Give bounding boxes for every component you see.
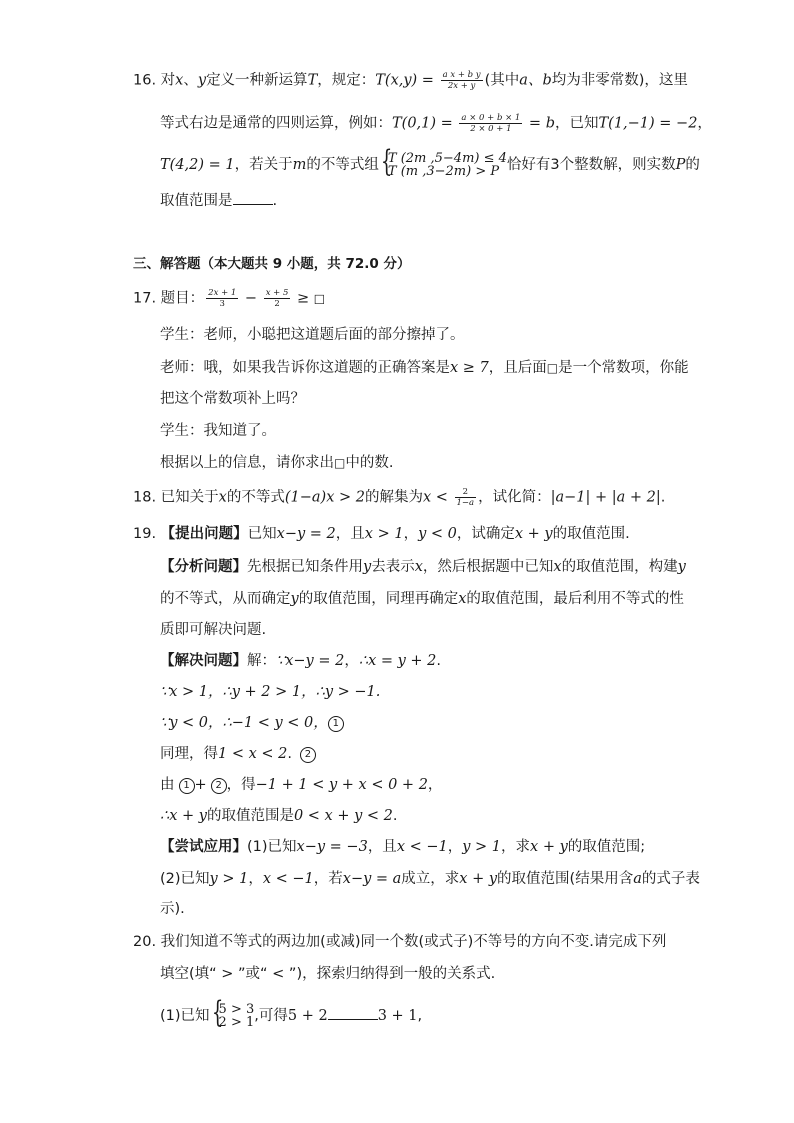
q19-line-12 [160,869,700,889]
q19-line-7 [160,713,344,733]
math: − [240,290,262,307]
text: 的取值范围，最后利用不等式的性 [466,591,684,607]
fraction [455,487,477,508]
text: 均为非零常数)，这里 [551,72,688,89]
question-number: 17. [133,290,157,307]
math: (1−a)x > 2 [284,489,365,506]
q16-line-4 [160,191,277,211]
math: P [675,157,686,173]
text: 成立，求 [401,871,460,887]
text: 恰好有3个整数解，则实数 [506,157,676,173]
math: a [633,871,642,887]
circled-number: 2 [300,747,316,763]
q17-line-3 [160,358,689,378]
text: 题目： [160,290,205,307]
fraction-numerator: x + 5 [265,288,289,298]
text: ， [447,839,463,855]
text: 由 [160,777,175,793]
math: T [307,72,318,89]
math: y [197,72,207,89]
math: x−y = a [342,871,402,887]
math: T(x,y) = [375,72,439,89]
math: |a−1| + |a + 2| [550,489,661,506]
text: 中的数. [345,455,394,471]
text: . [392,808,398,824]
text: ，且 [367,839,397,855]
math: x [218,489,227,506]
text: 的不等式 [226,489,285,506]
q20-line-3 [160,995,423,1030]
math: x [553,559,562,575]
blank-box: □ [546,361,559,375]
math: x−y = −3 [296,839,368,855]
text: ，试确定 [456,526,515,542]
math: a、b [519,72,552,89]
q19-line-9 [160,775,442,795]
q19-line-13: 示). [160,901,185,917]
math: = b [524,115,555,132]
text: 同理，得 [160,746,218,762]
text: ， [697,115,712,132]
q19-line-2 [160,557,686,577]
math: 0 < x + y < 2 [293,808,393,824]
text: 的取值范围是 [206,808,294,824]
text: 的取值范围; [567,839,646,855]
q16-line-2 [160,113,712,134]
math: x−y = 2 [276,526,336,542]
text: . [287,746,292,762]
fraction-numerator: 2 [455,487,477,498]
inequality-system [379,144,507,179]
section-tag: 【尝试应用】 [160,839,247,855]
math: ∴x = y + 2 [358,653,437,669]
math: ≥ [292,290,314,307]
text: (1)已知 [247,839,297,855]
text: ，若关于 [234,157,293,173]
math: x + y [530,839,568,855]
text: (1)已知 [160,1008,210,1024]
text: ，然后根据题中已知 [422,559,554,575]
brace-icon: { [211,995,223,1030]
text: ,可得 [254,1008,288,1024]
math: x > 1 [364,526,404,542]
fraction-denominator: 1−a [456,498,475,508]
text: 已知关于 [160,489,219,506]
q18-line-1 [133,487,665,508]
circled-number: 1 [328,716,344,732]
math: y < 0 [418,526,457,542]
text: 取值范围是 [160,193,233,209]
fraction-numerator: 2x + 1 [208,288,237,298]
fraction [459,113,522,134]
q19-line-11 [160,837,645,857]
section-tag: 【提出问题】 [160,526,248,542]
circled-number: 2 [211,778,227,794]
text: ， [427,777,443,793]
brace-icon: { [380,144,393,179]
q19-line-8 [160,744,316,764]
q16-line-1 [133,70,688,91]
math: x + y [459,871,498,887]
math: 5 + 2 [287,1008,328,1024]
math: 1 < x < 2 [218,746,288,762]
text: 的取值范围，同理再确定 [298,591,459,607]
q16-line-3 [160,144,700,179]
math: x < −1 [262,871,314,887]
text: 的取值范围(结果用含 [497,871,634,887]
text: ，得 [226,777,256,793]
math: x [175,72,184,89]
text: 的解集为 [364,489,423,506]
fraction-denominator: 3 [219,299,225,309]
answer-blank [233,192,273,205]
math: ∴x + y [160,808,207,824]
q19-line-4: 质即可解决问题. [160,622,267,638]
text: (2)已知 [160,871,210,887]
math: x < −1 [396,839,448,855]
text: ， [344,653,359,669]
q17-line-1 [133,288,325,309]
text: 的取值范围. [552,526,630,542]
q20-line-2: 填空(填“ > ”或“ < ”)，探索归纳得到一般的关系式. [160,966,496,982]
text: 的取值范围，构建 [561,559,678,575]
text: ，若 [313,871,343,887]
text: 老师：哦，如果我告诉你这道题的正确答案是 [160,360,450,376]
math: y > 1 [462,839,502,855]
math: ∵x−y = 2 [276,653,345,669]
text: ， [403,526,419,542]
text: 的 [685,157,700,173]
text: . [436,653,442,669]
q19-line-3 [160,589,684,609]
text: ，规定： [317,72,376,89]
fraction-numerator: a x + b y [442,70,481,80]
text: 对 [160,72,176,89]
text: 等式右边是通常的四则运算，例如： [160,115,392,132]
math: x + y [514,526,553,542]
math: ∵y < 0，∴−1 < y < 0， [160,715,328,731]
question-number: 18. [133,489,157,506]
math: y > 1 [209,871,249,887]
text: (其中 [484,72,520,89]
q17-line-5: 学生：我知道了。 [160,423,276,439]
text: ，且后面 [488,360,547,376]
fraction [441,70,483,91]
math: T(4,2) = 1 [160,157,235,173]
math: T(0,1) = [392,115,458,132]
text: 的式子表 [641,871,700,887]
text: ，已知 [554,115,599,132]
math: m [292,157,307,173]
section-title: 三、解答题（本大题共 9 小题，共 72.0 分） [133,256,411,272]
fraction-denominator: 2x + y [447,81,476,91]
fraction-denominator: 2 [274,299,280,309]
q17-line-4: 把这个常数项补上吗？ [160,391,305,407]
math: x < [422,489,453,506]
system-row: 5 > 3 [218,1002,255,1017]
math: + [194,777,207,793]
text: 定义一种新运算 [206,72,308,89]
question-number: 19. [133,526,157,542]
text: . [660,489,666,506]
system-row: T (m ,3−2m) > P [387,164,500,179]
fraction [206,288,238,309]
q19-line-1 [133,524,630,544]
math: −1 + 1 < y + x < 0 + 2 [255,777,428,793]
math: x [458,591,467,607]
text: 先根据已知条件用 [247,559,363,575]
text: 已知 [247,526,277,542]
text: 的不等式组 [306,157,379,173]
blank-box: □ [313,291,326,306]
text: , [417,1008,423,1024]
inequality-system [210,995,255,1030]
q17-line-6 [160,453,393,473]
text: 的不等式，从而确定 [160,591,291,607]
blank-box: □ [334,456,346,470]
fraction-denominator: 2 × 0 + 1 [470,124,512,134]
fraction [264,288,291,309]
system-row: T (2m ,5−4m) ≤ 4 [387,151,507,166]
math: y [677,559,686,575]
text: ，试化简： [478,489,551,506]
answer-blank [328,1007,378,1020]
circled-number: 1 [179,778,195,794]
text: 是一个常数项，你能 [558,360,689,376]
q19-line-5 [160,651,441,671]
text: 我们知道不等式的两边加(或减)同一个数(或式子)不等号的方向不变.请完成下列 [160,934,667,950]
q17-line-2: 学生：老师，小聪把这道题后面的部分擦掉了。 [160,327,465,343]
question-number: 16. [133,72,157,89]
math: y [290,591,299,607]
math: 3 + 1 [377,1008,418,1024]
text: 去表示 [371,559,415,575]
math: T(1,−1) = −2 [598,115,698,132]
section-tag: 【分析问题】 [160,559,247,575]
fraction-numerator: a × 0 + b × 1 [461,113,521,123]
question-number: 20. [133,934,157,950]
text: 根据以上的信息，请你求出 [160,455,334,471]
math: x ≥ 7 [450,360,489,376]
q19-line-10 [160,806,398,826]
text: 、 [183,72,198,89]
text: ， [248,871,263,887]
text: . [272,193,278,209]
math: y [363,559,372,575]
text: ，且 [335,526,365,542]
math: x [414,559,423,575]
text: ，求 [501,839,531,855]
q19-line-6: ∵x > 1，∴y + 2 > 1，∴y > −1. [160,684,381,700]
system-row: 2 > 1 [218,1015,255,1030]
section-tag: 【解决问题】 [160,653,247,669]
q20-line-1 [133,932,666,952]
text: 解： [247,653,276,669]
